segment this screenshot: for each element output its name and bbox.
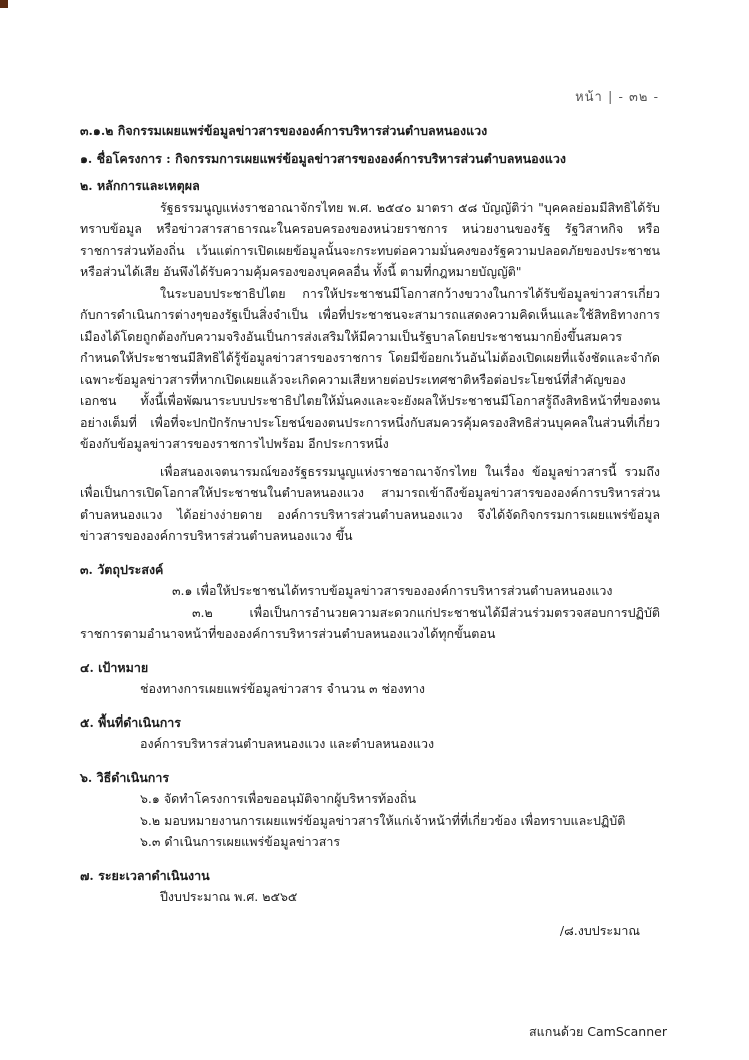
duration-text: ปีงบประมาณ พ.ศ. ๒๕๖๕ — [160, 889, 298, 904]
spacer — [60, 645, 660, 657]
duration-title: ๗. ระยะเวลาดำเนินงาน — [80, 867, 210, 883]
spacer — [60, 755, 660, 767]
principles-paragraph-1: รัฐธรรมนูญแห่งราชอาณาจักรไทย พ.ศ. ๒๕๔๐ มาตรา ๕๘ บัญญัติว่า "บุคคลย่อมมีสิทธิได้รับทราบข้อมูล หรือข่าวสารสาธารณะในครอบครองของหน่วยราชการ หน่วยงานของรัฐ รัฐวิสาหกิจ หรือราชการส่วนท้องถิ่น เว้นแต่การเปิดเผยข้อมูลนั้นจะกระทบต่อความมั่นคงของรัฐความปลอดภัยของประชาชนหรือส่วนได้เสีย อันพึงได้รับความคุ้มครองของบุคคลอื่น ทั้งนี้ ตามที่กฎหมายบัญญัติ" — [80, 199, 660, 279]
spacer — [60, 853, 660, 865]
corner-mark — [0, 0, 8, 8]
spacer — [60, 547, 660, 559]
principles-title: ๒. หลักการและเหตุผล — [80, 178, 200, 193]
page-number: หน้า | - ๓๒ - — [575, 90, 659, 105]
target-text: ช่องทางการเผยแพร่ข้อมูลข่าวสาร จำนวน ๓ ช่องทาง — [140, 681, 425, 696]
spacer — [60, 700, 660, 712]
area-text: องค์การบริหารส่วนตำบลหนองแวง และตำบลหนองแวง — [140, 736, 435, 751]
objective-item-2: ๓.๒ เพื่อเป็นการอำนวยความสะดวกแก่ประชาชนได้มีส่วนร่วมตรวจสอบการปฏิบัติราชการตามอำนาจหน้าที่ขององค์การบริหารส่วนตำบลหนองแวงได้ทุกขั้นตอน — [80, 604, 660, 641]
method-item-3: ๖.๓ ดำเนินการเผยแพร่ข้อมูลข่าวสาร — [140, 834, 341, 849]
area-title: ๕. พื้นที่ดำเนินการ — [80, 714, 181, 730]
document-body — [60, 120, 660, 941]
objective-item-1: ๓.๑ เพื่อให้ประชาชนได้ทราบข้อมูลข่าวสารขององค์การบริหารส่วนตำบลหนองแวง — [172, 583, 613, 598]
principles-paragraph-2: ในระบอบประชาธิปไตย การให้ประชาชนมีโอกาสกว้างขวางในการได้รับข้อมูลข่าวสารเกี่ยวกับการดำเนินการต่างๆของรัฐเป็นสิ่งจำเป็น เพื่อที่ประชาชนจะสามารถแสดงความคิดเห็นและใช้สิทธิทางการเมืองได้โดยถูกต้องกับความจริงอันเป็นการส่งเสริมให้มีความเป็นรัฐบาลโดยประชาชนมากยิ่งขึ้นสมควรกำหนดให้ประชาชนมีสิทธิได้รู้ข้อมูลข่าวสารของราชการ โดยมีข้อยกเว้นอันไม่ต้องเปิดเผยที่แจ้งชัดและจำกัดเฉพาะข้อมูลข่าวสารที่หากเปิดเผยแล้วจะเกิดความเสียหายต่อประเทศชาติหรือต่อประโยชน์ที่สำคัญของเอกชน ทั้งนี้เพื่อพัฒนาระบบประชาธิปไตยให้มั่นคงและจะยังผลให้ประชาชนมีโอกาสรู้ถึงสิทธิหน้าที่ของตนอย่างเต็มที่ เพื่อที่จะปกปักรักษาประโยชน์ของตนประการหนึ่งกับสมควรคุ้มครองสิทธิส่วนบุคคลในส่วนที่เกี่ยว ข้องกับข้อมูลข่าวสารของราชการไปพร้อม อีกประการหนึ่ง — [80, 285, 660, 451]
spacer — [60, 908, 660, 920]
objectives-title: ๓. วัตถุประสงค์ — [80, 561, 164, 577]
method-item-1: ๖.๑ จัดทำโครงการเพื่อขออนุมัติจากผู้บริหารท้องถิ่น — [140, 791, 417, 806]
project-name: ๑. ชื่อโครงการ : กิจกรรมการเผยแพร่ข้อมูลข่าวสารขององค์การบริหารส่วนตำบลหนองแวง — [80, 150, 566, 166]
scanner-watermark: สแกนด้วย CamScanner — [529, 1024, 667, 1039]
heading: ๓.๑.๒ กิจกรรมเผยแพร่ข้อมูลข่าวสารขององค์การบริหารส่วนตำบลหนองแวง — [80, 123, 488, 138]
method-item-2: ๖.๒ มอบหมายงานการเผยแพร่ข้อมูลข่าวสารให้แก่เจ้าหน้าที่ที่เกี่ยวข้อง เพื่อทราบและปฏิบัติ — [140, 812, 626, 828]
continuation-note: /๘.งบประมาณ — [559, 922, 640, 938]
method-title: ๖. วิธีดำเนินการ — [80, 769, 170, 785]
principles-paragraph-3: เพื่อสนองเจตนารมณ์ของรัฐธรรมนูญแห่งราชอาณาจักรไทย ในเรื่อง ข้อมูลข่าวสารนี้ รวมถึงเพื่อเป็นการเปิดโอกาสให้ประชาชนในตำบลหนองแวง สามารถเข้าถึงข้อมูลข่าวสารขององค์การบริหารส่วนตำบลหนองแวง ได้อย่างง่ายดาย องค์การบริหารส่วนตำบลหนองแวง จึงได้จัดกิจกรรมการเผยแพร่ข้อมูลข่าวสารขององค์การบริหารส่วนตำบลหนองแวง ขึ้น — [80, 463, 660, 543]
target-title: ๔. เป้าหมาย — [80, 659, 149, 675]
